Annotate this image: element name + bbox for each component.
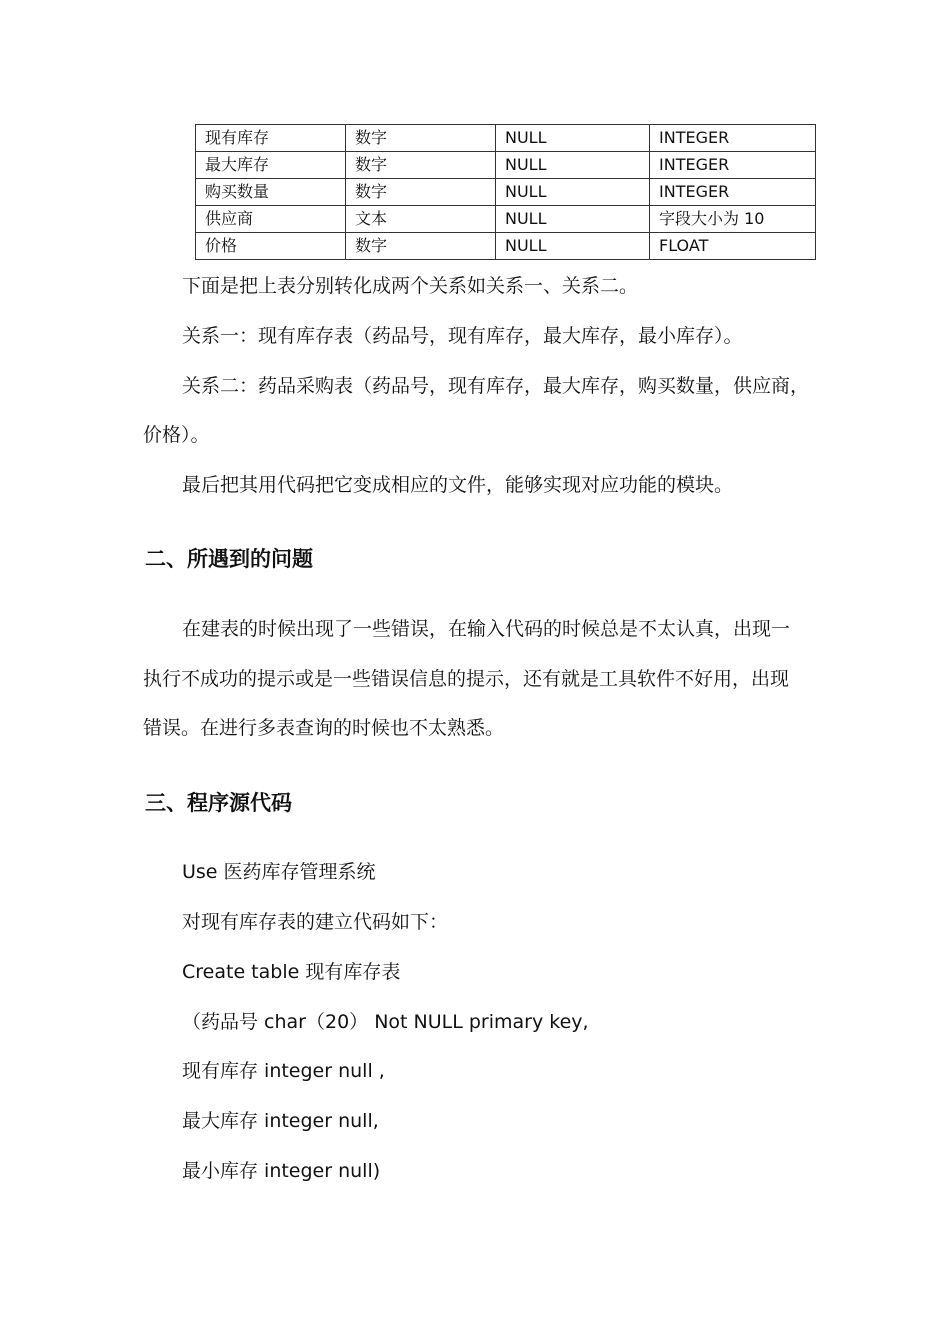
table-cell: NULL: [496, 179, 650, 206]
table-row: [196, 233, 816, 260]
section2-line: 错误。在进行多表查询的时候也不太熟悉。: [143, 717, 505, 739]
table-cell: 现有库存: [196, 125, 346, 152]
code-line: Use 医药库存管理系统: [182, 861, 376, 883]
table-row: [196, 125, 816, 152]
table-cell: 数字: [346, 179, 496, 206]
table-row: [196, 152, 816, 179]
code-line: 对现有库存表的建立代码如下：: [182, 911, 449, 933]
table-row: [196, 179, 816, 206]
table-cell: 供应商: [196, 206, 346, 233]
relation2-line2: 价格）。: [143, 424, 210, 446]
table-cell: 最大库存: [196, 152, 346, 179]
table-cell: NULL: [496, 152, 650, 179]
section3-heading: 三、程序源代码: [145, 791, 292, 815]
table-cell: 价格: [196, 233, 346, 260]
section2-line: 执行不成功的提示或是一些错误信息的提示，还有就是工具软件不好用，出现: [143, 668, 790, 690]
table-cell: 购买数量: [196, 179, 346, 206]
final-paragraph: 最后把其用代码把它变成相应的文件，能够实现对应功能的模块。: [182, 474, 734, 496]
table-cell: 文本: [346, 206, 496, 233]
code-line: 最大库存 integer null,: [182, 1110, 379, 1132]
relation2-line1: 关系二：药品采购表（药品号，现有库存，最大库存，购买数量，供应商，: [182, 375, 810, 397]
table-cell: INTEGER: [650, 152, 816, 179]
code-line: 最小库存 integer null): [182, 1160, 381, 1182]
relation1-paragraph: 关系一：现有库存表（药品号，现有库存，最大库存，最小库存）。: [182, 325, 743, 347]
field-table: [195, 124, 816, 260]
section2-line: 在建表的时候出现了一些错误，在输入代码的时候总是不太认真，出现一: [182, 618, 791, 640]
table-row: [196, 206, 816, 233]
code-line: （药品号 char（20） Not NULL primary key,: [182, 1011, 589, 1033]
table-cell: 数字: [346, 233, 496, 260]
table-cell: 字段大小为 10: [650, 206, 816, 233]
table-cell: 数字: [346, 125, 496, 152]
table-cell: 数字: [346, 152, 496, 179]
table-cell: INTEGER: [650, 179, 816, 206]
intro-paragraph: 下面是把上表分别转化成两个关系如关系一、关系二。: [182, 275, 639, 297]
code-line: 现有库存 integer null ,: [182, 1060, 385, 1082]
table-cell: NULL: [496, 125, 650, 152]
table-cell: NULL: [496, 233, 650, 260]
code-line: Create table 现有库存表: [182, 961, 401, 983]
table-cell: NULL: [496, 206, 650, 233]
table-cell: INTEGER: [650, 125, 816, 152]
table-cell: FLOAT: [650, 233, 816, 260]
section2-heading: 二、所遇到的问题: [145, 547, 313, 571]
